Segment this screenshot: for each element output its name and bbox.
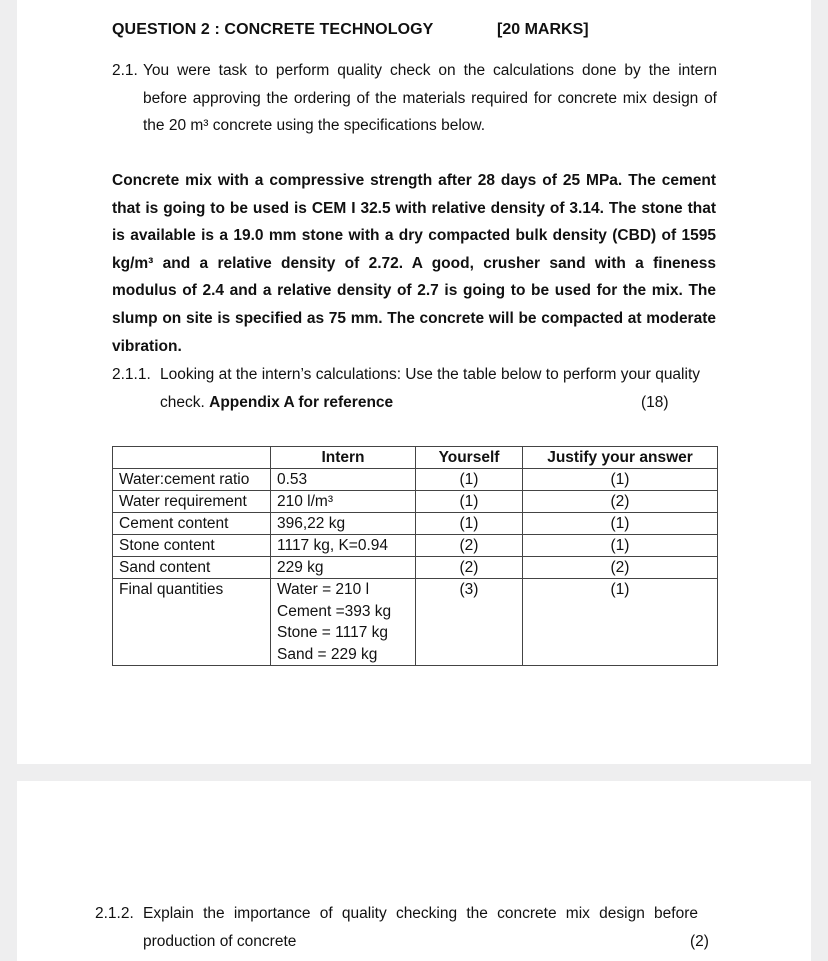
justify-marks: (1) [523, 579, 718, 666]
yourself-marks: (1) [416, 469, 523, 491]
final-water: Water = 210 l [277, 581, 370, 598]
yourself-marks: (2) [416, 557, 523, 579]
document-page-1 [17, 0, 811, 764]
intern-value: 210 l/m³ [271, 491, 416, 513]
justify-marks: (2) [523, 491, 718, 513]
final-stone: Stone = 1117 kg [277, 624, 389, 641]
question-2-1-2-number: 2.1.2. [95, 905, 134, 922]
row-label: Sand content [113, 557, 271, 579]
table-row [113, 469, 718, 491]
row-label: Cement content [113, 513, 271, 535]
justify-marks: (1) [523, 535, 718, 557]
question-heading: QUESTION 2 : CONCRETE TECHNOLOGY [112, 21, 434, 38]
final-sand: Sand = 229 kg [277, 645, 378, 663]
yourself-marks: (1) [416, 513, 523, 535]
question-2-1-1-plain: Looking at the intern’s calculations: Use the table below to perform your quality check. [160, 366, 700, 411]
appendix-reference: Appendix A for reference [209, 393, 394, 411]
question-2-1-1-text [160, 361, 700, 416]
intern-value: 396,22 kg [271, 513, 416, 535]
row-label: Water requirement [113, 491, 271, 513]
row-label: Water:cement ratio [113, 469, 271, 491]
quality-check-table [112, 446, 718, 666]
table-header-row [113, 447, 718, 469]
question-2-1-text: You were task to perform quality check on the calculations done by the intern before approving the ordering of the materials required for concrete mix design of the 20 m³ concrete using the specifications below. [143, 62, 717, 134]
intern-value: 229 kg [271, 557, 416, 579]
intern-value: 1117 kg, K=0.94 [271, 535, 416, 557]
question-total-marks: [20 MARKS] [497, 21, 589, 38]
final-cement: Cement =393 kg [277, 602, 392, 620]
question-2-1-1-marks: (18) [641, 394, 669, 411]
justify-marks: (1) [523, 469, 718, 491]
mix-specification-text: Concrete mix with a compressive strength after 28 days of 25 MPa. The cement that is going to be used is CEM I 32.5 with relative density of 3.14. The stone that is available is a 19.0 mm stone with a dry compacted bulk density (CBD) of 1595 kg/m³ and a relative density of 2.72. A good, crusher sand with a fineness modulus of 2.4 and a relative density of 2.7 is going to be used for the mix. The slump on site is specified as 75 mm. The concrete will be compacted at moderate vibration. [112, 172, 716, 355]
header-yourself: Yourself [416, 447, 523, 469]
header-empty [113, 447, 271, 469]
yourself-marks: (3) [416, 579, 523, 666]
table-row [113, 557, 718, 579]
question-2-1-2-marks: (2) [690, 933, 709, 950]
yourself-marks: (1) [416, 491, 523, 513]
justify-marks: (1) [523, 513, 718, 535]
question-2-1-1-number: 2.1.1. [112, 366, 151, 383]
table-row [113, 491, 718, 513]
intern-final-values [271, 579, 416, 666]
justify-marks: (2) [523, 557, 718, 579]
question-2-1-number: 2.1. [112, 62, 138, 79]
yourself-marks: (2) [416, 535, 523, 557]
header-intern: Intern [271, 447, 416, 469]
table-row-final-quantities [113, 579, 718, 666]
table-row [113, 513, 718, 535]
header-justify: Justify your answer [523, 447, 718, 469]
row-label: Stone content [113, 535, 271, 557]
question-2-1-2-text: Explain the importance of quality checking the concrete mix design before production of concrete [143, 905, 698, 950]
table-row [113, 535, 718, 557]
row-label: Final quantities [113, 579, 271, 666]
intern-value: 0.53 [271, 469, 416, 491]
